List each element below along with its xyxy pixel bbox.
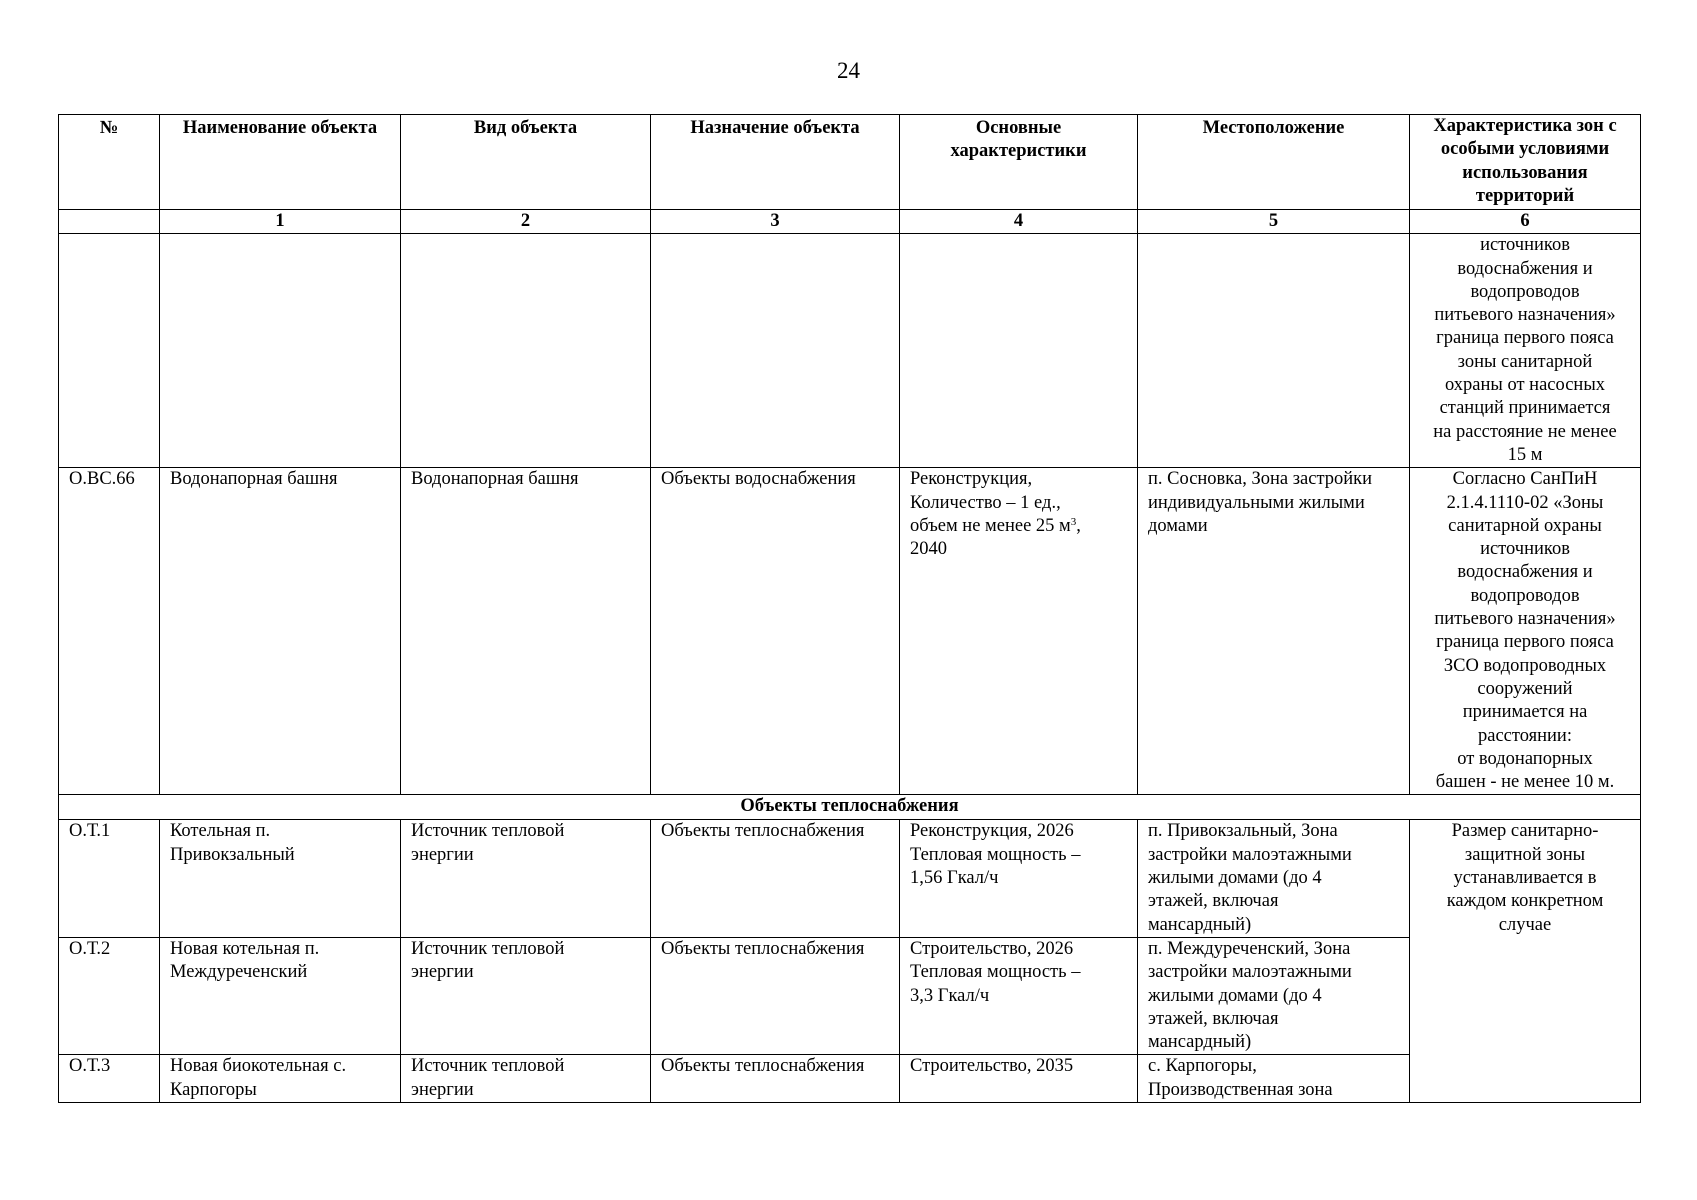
object-kind: Источник тепловой энергии: [401, 1055, 651, 1103]
column-number-1: 1: [160, 210, 401, 234]
object-kind: Источник тепловой энергии: [401, 820, 651, 937]
object-name: Новая котельная п. Междуреченский: [160, 937, 401, 1054]
column-number-6: 6: [1410, 210, 1641, 234]
table-row-ot3: [59, 1055, 1641, 1103]
page-number: 24: [837, 58, 860, 83]
object-characteristics: Реконструкция, Количество – 1 ед., объем не менее 25 $м^3$, 2040: [900, 468, 1138, 795]
object-purpose: Объекты теплоснабжения: [651, 820, 900, 937]
object-characteristics: Реконструкция, 2026 Тепловая мощность – 1,56 Гкал/ч: [900, 820, 1138, 937]
header-purpose: Назначение объекта: [651, 115, 900, 210]
objects-table: [58, 114, 1641, 1103]
header-characteristics: Основные характеристики: [900, 115, 1138, 210]
zone-text-continued: источников водоснабжения и водопроводов питьевого назначения» граница первого пояса зоны санитарной охраны от насосных станций принимается на расстояние не менее 15 м: [1410, 234, 1641, 468]
object-characteristics: Строительство, 2026 Тепловая мощность – 3,3 Гкал/ч: [900, 937, 1138, 1054]
object-purpose: Объекты теплоснабжения: [651, 1055, 900, 1103]
object-name: Водонапорная башня: [160, 468, 401, 795]
header-name: Наименование объекта: [160, 115, 401, 210]
column-number-3: 3: [651, 210, 900, 234]
object-location: п. Сосновка, Зона застройки индивидуальными жилыми домами: [1138, 468, 1410, 795]
object-zone-shared: Размер санитарно- защитной зоны устанавливается в каждом конкретном случае: [1410, 820, 1641, 1103]
column-number-2: 2: [401, 210, 651, 234]
object-location: с. Карпогоры, Производственная зона: [1138, 1055, 1410, 1103]
section-title: Объекты теплоснабжения: [59, 795, 1641, 820]
object-number: О.Т.3: [59, 1055, 160, 1103]
object-purpose: Объекты теплоснабжения: [651, 937, 900, 1054]
header-kind: Вид объекта: [401, 115, 651, 210]
object-location: п. Междуреченский, Зона застройки малоэтажными жилыми домами (до 4 этажей, включая мансардный): [1138, 937, 1410, 1054]
object-name: Котельная п. Привокзальный: [160, 820, 401, 937]
object-number: О.Т.1: [59, 820, 160, 937]
column-number-5: 5: [1138, 210, 1410, 234]
table-row-ot2: [59, 937, 1641, 1054]
object-location: п. Привокзальный, Зона застройки малоэтажными жилыми домами (до 4 этажей, включая мансардный): [1138, 820, 1410, 937]
object-characteristics: Строительство, 2035: [900, 1055, 1138, 1103]
object-kind: Водонапорная башня: [401, 468, 651, 795]
object-name: Новая биокотельная с. Карпогоры: [160, 1055, 401, 1103]
object-zone: Согласно СанПиН 2.1.4.1110-02 «Зоны санитарной охраны источников водоснабжения и водопроводов питьевого назначения» граница первого пояса ЗСО водопроводных сооружений принимается на расстоянии: от водонапорных башен - не менее 10 м.: [1410, 468, 1641, 795]
object-number: О.Т.2: [59, 937, 160, 1054]
table-row-ovs66: [59, 468, 1641, 795]
header-location: Местоположение: [1138, 115, 1410, 210]
section-heading-row: [59, 795, 1641, 820]
table-row-continued: [59, 234, 1641, 468]
column-number-row: [59, 210, 1641, 234]
object-number: О.ВС.66: [59, 468, 160, 795]
column-number-0: [59, 210, 160, 234]
object-kind: Источник тепловой энергии: [401, 937, 651, 1054]
column-number-4: 4: [900, 210, 1138, 234]
table-row-ot1: [59, 820, 1641, 937]
header-zones: Характеристика зон с особыми условиями использования территорий: [1410, 115, 1641, 210]
header-number: №: [59, 115, 160, 210]
object-purpose: Объекты водоснабжения: [651, 468, 900, 795]
header-row: [59, 115, 1641, 210]
